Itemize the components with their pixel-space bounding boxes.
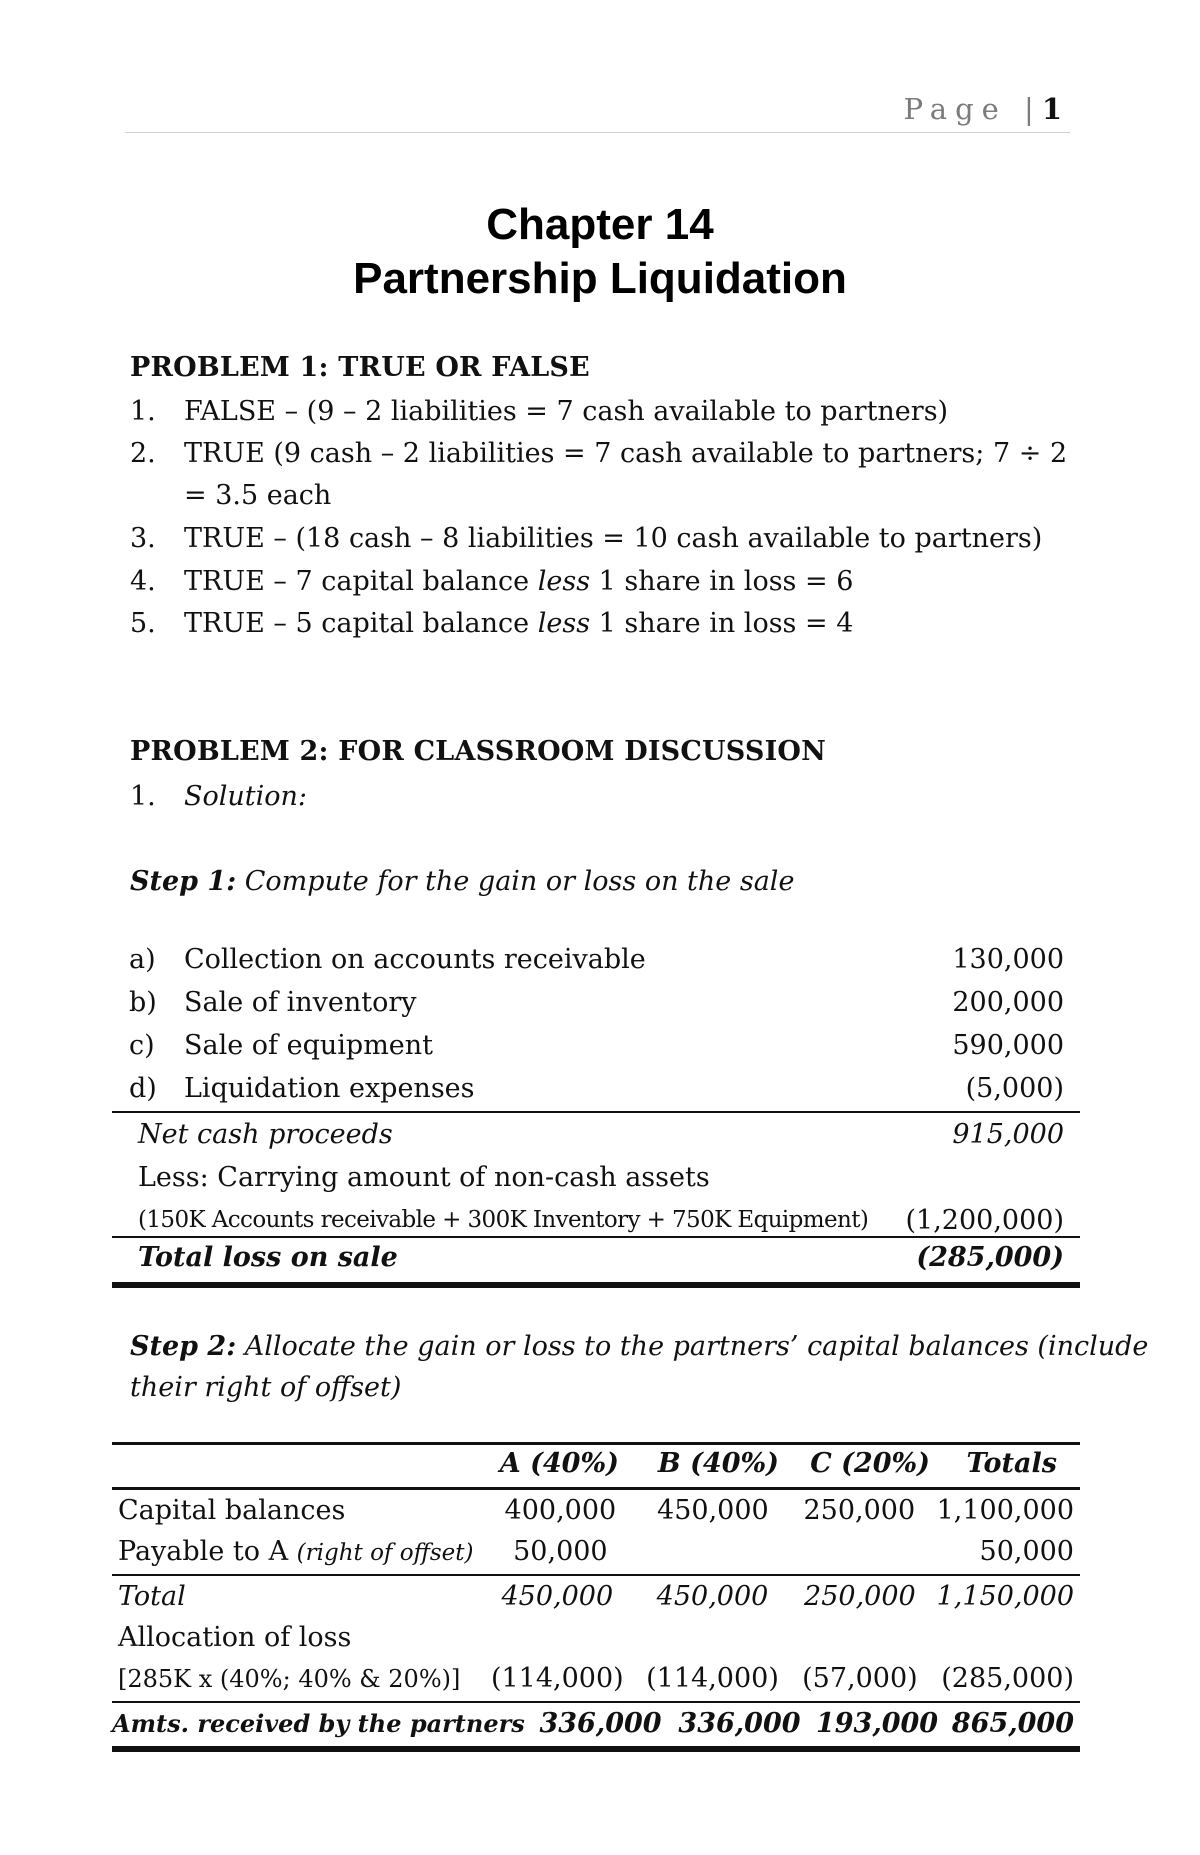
p1-item1-text: FALSE – (9 – 2 liabilities = 7 cash available to partners) [184, 396, 949, 427]
table-row [112, 1658, 1080, 1699]
payable-c [788, 1531, 930, 1572]
row-value: 200,000 [952, 987, 1064, 1018]
p1-item2-num: 2. [130, 438, 156, 469]
p1-item4-text [184, 566, 853, 597]
p1-item3-num: 3. [130, 523, 156, 554]
step1-total-row [112, 1238, 1080, 1281]
payable-b [638, 1531, 788, 1572]
received-b: 336,000 [678, 1708, 801, 1739]
row-letter: c) [129, 1030, 155, 1061]
total-a: 450,000 [501, 1581, 614, 1612]
problem1-heading: PROBLEM 1: TRUE OR FALSE [130, 352, 590, 383]
p2-item-text: Solution: [184, 781, 308, 812]
less-detail-row [112, 1201, 1080, 1239]
table-row [112, 1490, 1080, 1531]
step2-text-line2: their right of offset) [130, 1372, 402, 1403]
step2-final [112, 1703, 1080, 1744]
step1-row [112, 1069, 1080, 1112]
step1-row [112, 1026, 1080, 1069]
p2-item-num: 1. [130, 781, 156, 812]
row-label: Sale of inventory [184, 987, 417, 1018]
alloc-c: (57,000) [802, 1663, 918, 1694]
less-row [112, 1158, 1080, 1201]
page-word: Page [903, 92, 1007, 126]
capital-a: 400,000 [504, 1495, 617, 1526]
chapter-title: Chapter 14 [486, 200, 714, 249]
step1-label: Step 1: [130, 866, 237, 897]
step2-body-2 [112, 1576, 1080, 1699]
p1-item4-pre: TRUE – 7 capital balance [184, 566, 538, 597]
payable-label: Payable to A [118, 1536, 297, 1567]
alloc-heading: Allocation of loss [118, 1622, 352, 1653]
p1-item4-num: 4. [130, 566, 156, 597]
row-value: 590,000 [952, 1030, 1064, 1061]
p1-item5-text [184, 608, 853, 639]
page-number [904, 92, 1062, 126]
page-number-value: 1 [1041, 92, 1062, 126]
total-c: 250,000 [804, 1581, 916, 1612]
p1-item4-em: less [537, 566, 591, 597]
row-letter: b) [129, 987, 157, 1018]
p1-item5-pre: TRUE – 5 capital balance [184, 608, 538, 639]
step1-table [112, 940, 1080, 1112]
less-detail: (150K Accounts receivable + 300K Inventory + 750K Equipment) [138, 1207, 869, 1233]
row-value: 130,000 [952, 944, 1064, 975]
capital-label: Capital balances [118, 1495, 346, 1526]
total-label: Total [118, 1581, 186, 1612]
chapter-subject: Partnership Liquidation [353, 254, 847, 303]
payable-total: 50,000 [979, 1536, 1074, 1567]
step2-table [112, 1443, 1080, 1484]
total-b: 450,000 [656, 1581, 769, 1612]
step1-row [112, 983, 1080, 1026]
col-header-a: A (40%) [499, 1448, 619, 1479]
step1-row [112, 940, 1080, 983]
col-header-totals: Totals [966, 1448, 1057, 1479]
table-header-row [112, 1443, 1080, 1484]
total-row [112, 1238, 1080, 1281]
total-value: (285,000) [916, 1242, 1064, 1273]
capital-total: 1,100,000 [936, 1495, 1074, 1526]
alloc-label: [285K x (40%; 40% & 20%)] [118, 1664, 461, 1693]
page-separator: | [1024, 92, 1034, 126]
col-header-c: C (20%) [810, 1448, 930, 1479]
p1-item4-post: 1 share in loss = 6 [590, 566, 854, 597]
page-header [125, 88, 1070, 133]
payable-a: 50,000 [513, 1536, 608, 1567]
net-row [112, 1115, 1080, 1158]
received-total: 865,000 [951, 1708, 1074, 1739]
row-label: Liquidation expenses [184, 1073, 475, 1104]
p1-item5-post: 1 share in loss = 4 [590, 608, 854, 639]
p1-item3-text: TRUE – (18 cash – 8 liabilities = 10 cash available to partners) [184, 523, 1043, 554]
net-label: Net cash proceeds [138, 1119, 393, 1150]
received-label: Amts. received by the partners [112, 1709, 525, 1738]
step1-text: Compute for the gain or loss on the sale [236, 866, 795, 897]
capital-c: 250,000 [803, 1495, 916, 1526]
received-a: 336,000 [539, 1708, 662, 1739]
p1-item5-em: less [537, 608, 591, 639]
net-value: 915,000 [952, 1119, 1064, 1150]
table-row [112, 1617, 1080, 1658]
row-label: Sale of equipment [184, 1030, 434, 1061]
row-label: Collection on accounts receivable [184, 944, 646, 975]
row-letter: a) [129, 944, 156, 975]
alloc-b: (114,000) [646, 1663, 779, 1694]
rule [112, 1111, 1080, 1113]
p1-item5-num: 5. [130, 608, 156, 639]
p1-item2-text: TRUE (9 cash – 2 liabilities = 7 cash available to partners; 7 ÷ 2 [184, 438, 1068, 469]
step2-caption [130, 1331, 1148, 1362]
less-value: (1,200,000) [905, 1205, 1064, 1236]
alloc-a: (114,000) [490, 1663, 624, 1694]
table-row [112, 1576, 1080, 1617]
step2-text-line1: Allocate the gain or loss to the partners’ capital balances (include [236, 1331, 1149, 1362]
received-c: 193,000 [815, 1708, 939, 1739]
problem2-heading: PROBLEM 2: FOR CLASSROOM DISCUSSION [130, 736, 827, 767]
col-header-b: B (40%) [657, 1448, 779, 1479]
less-label: Less: Carrying amount of non-cash assets [138, 1162, 710, 1193]
payable-label-cell [112, 1531, 483, 1572]
step1-net-row [112, 1115, 1080, 1239]
capital-b: 450,000 [657, 1495, 769, 1526]
p1-item1-num: 1. [130, 396, 156, 427]
payable-label-em: (right of offset) [296, 1540, 474, 1566]
double-rule [112, 1282, 1080, 1288]
step1-caption [130, 866, 794, 897]
total-label: Total loss on sale [138, 1242, 398, 1273]
table-row [112, 1703, 1080, 1744]
p1-item2-cont: = 3.5 each [184, 480, 332, 511]
step2-body [112, 1490, 1080, 1572]
total-total: 1,150,000 [936, 1581, 1074, 1612]
step2-label: Step 2: [130, 1331, 237, 1362]
double-rule [112, 1746, 1080, 1752]
row-letter: d) [129, 1073, 157, 1104]
alloc-total: (285,000) [941, 1663, 1074, 1694]
row-value: (5,000) [965, 1073, 1064, 1104]
table-row [112, 1531, 1080, 1572]
